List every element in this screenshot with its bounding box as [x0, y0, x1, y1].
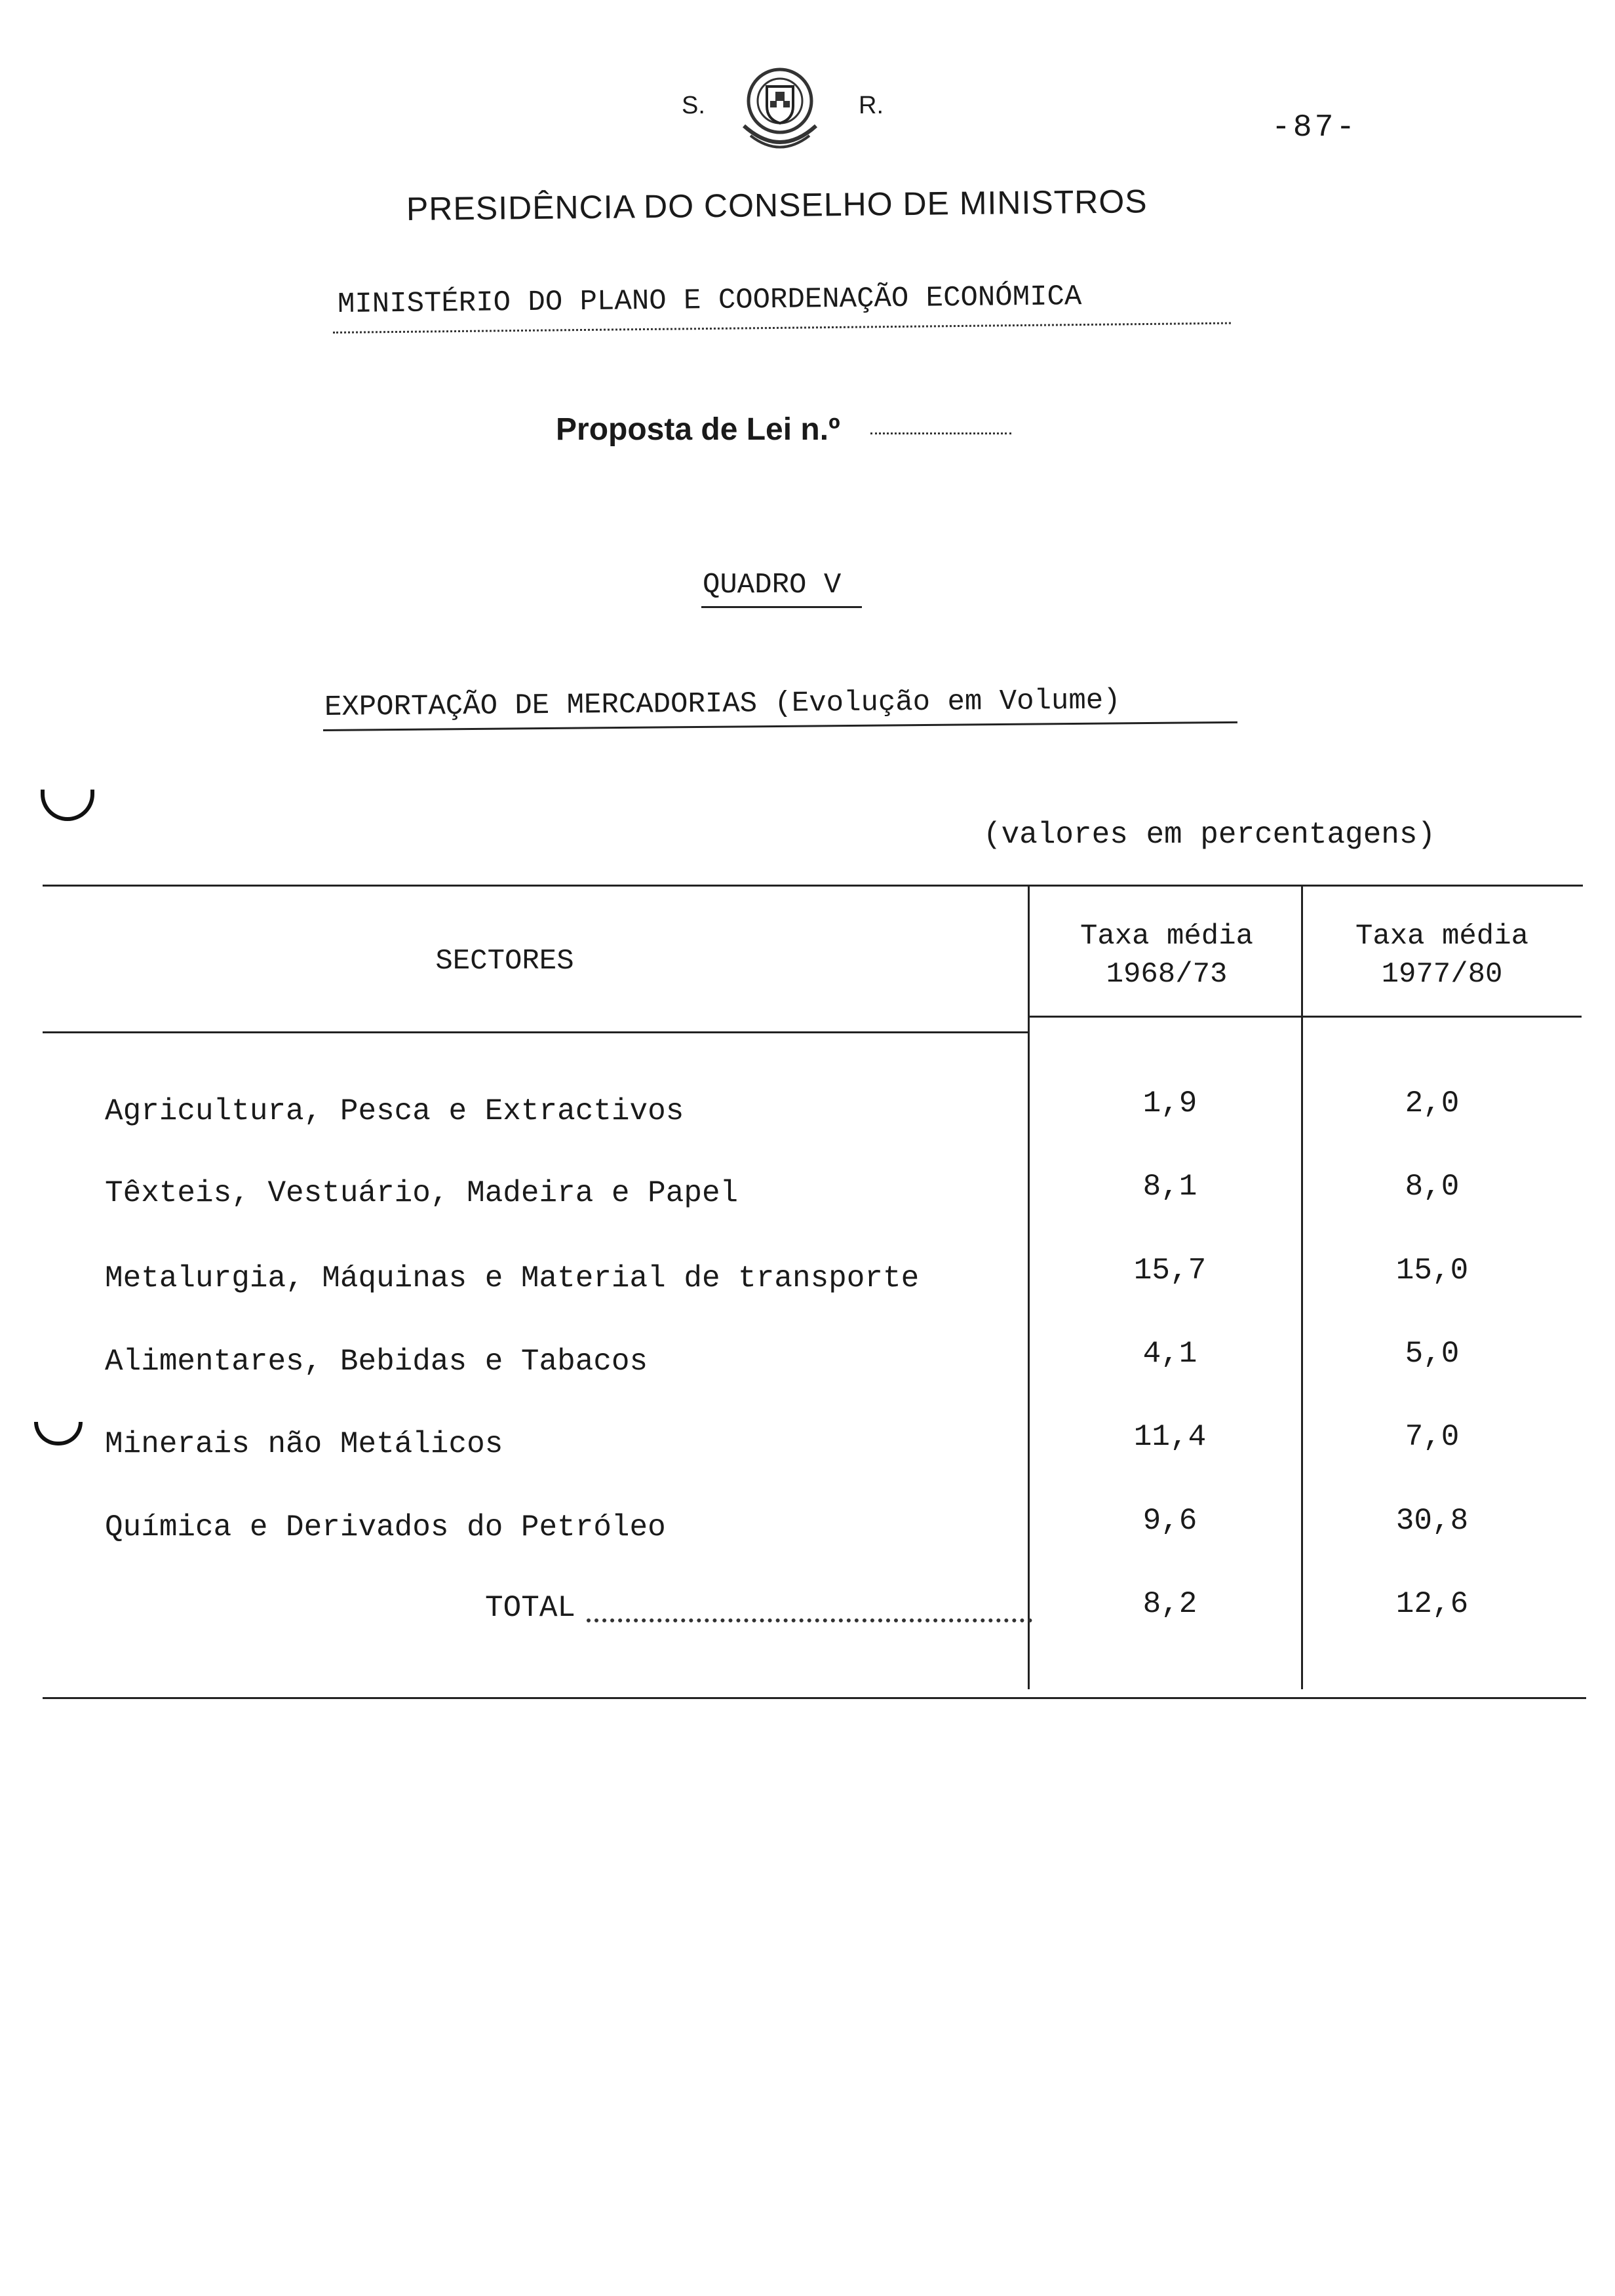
table-cell-rate-1977-80: 8,0 [1405, 1170, 1460, 1204]
header-bottom-rule-values [1028, 1016, 1582, 1018]
table-cell-rate-1968-73: 9,6 [1142, 1504, 1197, 1538]
header-bottom-rule-sectors [43, 1031, 1029, 1033]
column-divider-values [1301, 885, 1303, 1689]
proposal-label: Proposta de Lei n.º [556, 412, 840, 447]
margin-bracket-mark [41, 790, 94, 821]
table-cell-rate-1968-73: 8,1 [1142, 1170, 1197, 1204]
table-cell-rate-1977-80: 30,8 [1395, 1504, 1469, 1538]
seal-left-letter: S. [682, 92, 705, 119]
table-row-sector: Agricultura, Pesca e Extractivos [105, 1094, 684, 1128]
table-label-underline [701, 606, 862, 608]
column-header-rate-1977-80 [1321, 917, 1563, 993]
column-divider-sectors [1028, 885, 1030, 1689]
table-total-label: TOTAL [485, 1591, 576, 1625]
table-row-sector: Alimentares, Bebidas e Tabacos [105, 1345, 648, 1379]
ministry-dotted-underline [333, 322, 1231, 334]
table-cell-rate-1977-80: 7,0 [1405, 1420, 1460, 1454]
table-total-leader-dots [587, 1618, 1032, 1622]
table-row-sector: Química e Derivados do Petróleo [105, 1510, 666, 1544]
table-row-sector: Minerais não Metálicos [105, 1427, 503, 1461]
table-cell-rate-1968-73: 4,1 [1142, 1337, 1197, 1371]
seal-right-letter: R. [859, 92, 884, 119]
ministry-heading: MINISTÉRIO DO PLANO E COORDENAÇÃO ECONÓMICA [337, 280, 1082, 321]
table-label: QUADRO V [703, 569, 842, 602]
table-cell-rate-1968-73: 1,9 [1142, 1086, 1197, 1120]
column-header-sectors: SECTORES [435, 945, 574, 978]
table-cell-rate-1977-80: 2,0 [1405, 1086, 1460, 1120]
table-cell-rate-1977-80: 5,0 [1405, 1337, 1460, 1371]
column-header-rate-1977-80-line2: 1977/80 [1381, 958, 1503, 991]
table-title: EXPORTAÇÃO DE MERCADORIAS (Evolução em Volume) [324, 684, 1121, 724]
column-header-rate-1977-80-line1: Taxa média [1355, 920, 1529, 953]
table-cell-rate-1968-73: 11,4 [1133, 1420, 1207, 1454]
table-total-rate-1977-80: 12,6 [1395, 1587, 1469, 1621]
table-cell-rate-1968-73: 15,7 [1133, 1253, 1207, 1288]
table-row-sector: Metalurgia, Máquinas e Material de transporte [105, 1261, 920, 1295]
margin-bracket-mark [34, 1422, 83, 1445]
coat-of-arms-seal [731, 60, 829, 159]
column-header-rate-1968-73 [1049, 917, 1285, 993]
presidency-heading: PRESIDÊNCIA DO CONSELHO DE MINISTROS [406, 183, 1148, 227]
table-total-rate-1968-73: 8,2 [1142, 1587, 1197, 1621]
proposal-number-blank [870, 432, 1011, 434]
table-top-rule [43, 885, 1583, 887]
column-header-rate-1968-73-line1: Taxa média [1080, 920, 1254, 953]
table-bottom-rule [43, 1697, 1586, 1699]
page-number: -87- [1272, 110, 1358, 145]
table-row-sector: Têxteis, Vestuário, Madeira e Papel [105, 1176, 739, 1210]
table-units-note: (valores em percentagens) [983, 818, 1436, 852]
column-header-rate-1968-73-line2: 1968/73 [1106, 958, 1228, 991]
table-cell-rate-1977-80: 15,0 [1395, 1253, 1469, 1288]
